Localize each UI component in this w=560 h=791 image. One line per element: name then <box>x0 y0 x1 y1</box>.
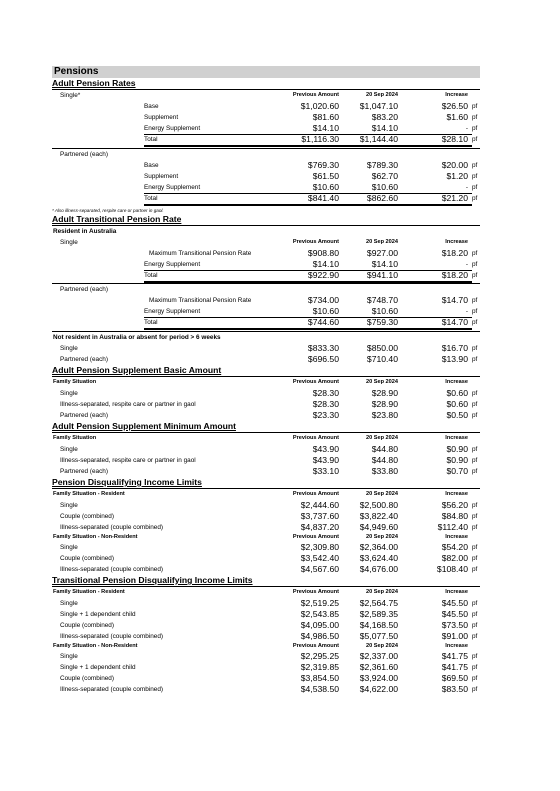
row-label: Couple (combined) <box>60 675 114 682</box>
row-label: Illness-separated, respite care or partner in gaol <box>60 457 196 464</box>
table-row <box>52 542 480 553</box>
new-amount: $14.10 <box>371 123 398 133</box>
increase-amount: $14.70 <box>441 295 468 305</box>
pf-marker: pf <box>472 114 478 121</box>
new-amount: $83.20 <box>371 112 398 122</box>
previous-amount: $908.80 <box>307 248 339 258</box>
previous-amount: $4,567.60 <box>300 564 339 574</box>
pf-marker: pf <box>472 390 478 397</box>
new-amount: $28.90 <box>371 399 398 409</box>
pf-marker: pf <box>472 272 478 279</box>
increase-amount: $112.40 <box>437 522 468 532</box>
previous-amount: $4,837.20 <box>300 522 339 532</box>
row-label: Energy Supplement <box>144 184 201 191</box>
table-row <box>52 609 480 620</box>
new-amount: $4,949.60 <box>359 522 398 532</box>
table-row <box>52 631 480 642</box>
table-row <box>52 112 480 123</box>
section-title-adult-pension-rates: Adult Pension Rates <box>52 78 480 90</box>
previous-amount: $744.60 <box>307 317 339 327</box>
group-label-row <box>52 148 480 160</box>
col-header-increase: Increase <box>445 92 468 98</box>
table-row <box>52 306 480 317</box>
pf-marker: pf <box>472 162 478 169</box>
increase-amount: $0.60 <box>446 388 468 398</box>
row-label: Couple (combined) <box>60 555 114 562</box>
pf-marker: pf <box>472 457 478 464</box>
subheading-family-situation: Family Situation <box>53 379 97 385</box>
row-label: Supplement <box>144 114 179 121</box>
row-label: Single <box>60 390 78 397</box>
col-header-new: 20 Sep 2024 <box>365 589 398 595</box>
pf-marker: pf <box>472 297 478 304</box>
increase-amount: $0.50 <box>446 410 468 420</box>
pf-marker: pf <box>472 611 478 618</box>
header-row <box>52 90 480 101</box>
subheading-resident: Resident in Australia <box>53 228 117 235</box>
previous-amount: $28.30 <box>312 388 339 398</box>
non-resident-transitional-limits-rows <box>52 651 480 695</box>
table-row <box>52 455 480 466</box>
row-label: Single + 1 dependent child <box>60 664 136 671</box>
increase-amount: $45.50 <box>441 598 468 608</box>
previous-amount: $2,295.25 <box>300 651 339 661</box>
previous-amount: $1,020.60 <box>300 101 339 111</box>
subheading-row <box>52 331 480 343</box>
new-amount: $759.30 <box>366 317 398 327</box>
col-header-previous: Previous Amount <box>292 491 339 497</box>
row-label: Single <box>60 653 78 660</box>
col-header-increase: Increase <box>445 534 468 540</box>
row-label: Base <box>144 103 159 110</box>
increase-amount: - <box>465 125 468 132</box>
previous-amount: $4,986.50 <box>300 631 339 641</box>
partnered-rates-group <box>52 160 480 204</box>
table-row <box>52 466 480 477</box>
col-header-new: 20 Sep 2024 <box>365 379 398 385</box>
header-row <box>52 533 480 542</box>
new-amount: $1,047.10 <box>359 101 398 111</box>
non-resident-limits-rows <box>52 542 480 575</box>
pf-marker: pf <box>472 412 478 419</box>
pf-marker: pf <box>472 446 478 453</box>
new-amount: $2,337.00 <box>359 651 398 661</box>
col-header-previous: Previous Amount <box>292 534 339 540</box>
subheading-row <box>52 226 480 237</box>
pf-marker: pf <box>472 675 478 682</box>
total-double-rule <box>144 145 472 147</box>
previous-amount: $3,737.60 <box>300 511 339 521</box>
pf-marker: pf <box>472 345 478 352</box>
col-header-new: 20 Sep 2024 <box>365 643 398 649</box>
row-label: Partnered (each) <box>60 468 108 475</box>
pf-marker: pf <box>472 502 478 509</box>
section-title-disqualifying-limits: Pension Disqualifying Income Limits <box>52 477 480 489</box>
table-row <box>52 444 480 455</box>
row-label: Total <box>144 272 158 279</box>
increase-amount: $14.70 <box>441 317 468 327</box>
increase-amount: $13.90 <box>441 354 468 364</box>
new-amount: $850.00 <box>366 343 398 353</box>
row-label: Couple (combined) <box>60 513 114 520</box>
previous-amount: $2,319.85 <box>300 662 339 672</box>
row-label: Energy Supplement <box>144 125 201 132</box>
row-label: Couple (combined) <box>60 622 114 629</box>
total-row <box>52 270 480 281</box>
row-label: Illness-separated, respite care or partner in gaol <box>60 401 196 408</box>
row-label: Total <box>144 136 158 143</box>
footnote: * Also illness-separated, respite care or partner in gaol. <box>52 208 164 213</box>
row-label: Partnered (each) <box>60 412 108 419</box>
pf-marker: pf <box>472 136 478 143</box>
total-row <box>52 317 480 328</box>
new-amount: $23.80 <box>371 410 398 420</box>
new-amount: $2,361.60 <box>359 662 398 672</box>
supplement-basic-rows <box>52 388 480 421</box>
increase-amount: $1.60 <box>446 112 468 122</box>
row-label: Single + 1 dependent child <box>60 611 136 618</box>
table-row <box>52 295 480 306</box>
col-header-previous: Previous Amount <box>292 92 339 98</box>
header-row <box>52 377 480 388</box>
pf-marker: pf <box>472 308 478 315</box>
increase-amount: $21.20 <box>441 193 468 203</box>
row-label: Illness-separated (couple combined) <box>60 686 164 693</box>
row-label: Energy Supplement <box>144 308 201 315</box>
header-row <box>52 587 480 598</box>
new-amount: $28.90 <box>371 388 398 398</box>
header-row <box>52 433 480 444</box>
pf-marker: pf <box>472 600 478 607</box>
pf-marker: pf <box>472 125 478 132</box>
new-amount: $3,924.00 <box>359 673 398 683</box>
group-label-partnered: Partnered (each) <box>60 151 108 158</box>
new-amount: $748.70 <box>366 295 398 305</box>
table-row <box>52 598 480 609</box>
increase-amount: $91.00 <box>441 631 468 641</box>
row-label: Maximum Transitional Pension Rate <box>149 297 252 304</box>
subheading-non-resident: Family Situation - Non-Resident <box>53 534 138 540</box>
table-row <box>52 620 480 631</box>
previous-amount: $2,519.25 <box>300 598 339 608</box>
previous-amount: $2,543.85 <box>300 609 339 619</box>
col-header-previous: Previous Amount <box>292 239 339 245</box>
group-label-single: Single* <box>60 92 81 99</box>
pf-marker: pf <box>472 555 478 562</box>
pf-marker: pf <box>472 544 478 551</box>
dash-new: - <box>395 280 398 287</box>
pensions-document <box>52 66 480 695</box>
table-row <box>52 123 480 134</box>
row-label: Supplement <box>144 173 179 180</box>
table-row <box>52 673 480 684</box>
section-title-supplement-minimum: Adult Pension Supplement Minimum Amount <box>52 421 480 433</box>
previous-amount: $28.30 <box>312 399 339 409</box>
col-header-new: 20 Sep 2024 <box>365 239 398 245</box>
table-row <box>52 662 480 673</box>
increase-amount: - <box>465 261 468 268</box>
col-header-previous: Previous Amount <box>292 435 339 441</box>
total-row <box>52 193 480 204</box>
new-amount: $789.30 <box>366 160 398 170</box>
previous-amount: $4,538.50 <box>300 684 339 694</box>
row-label: Illness-separated (couple combined) <box>60 633 164 640</box>
dash-previous: - <box>336 280 339 287</box>
pf-marker: pf <box>472 664 478 671</box>
row-label: Maximum Transitional Pension Rate <box>149 250 252 257</box>
previous-amount: $10.60 <box>312 182 339 192</box>
increase-amount: $73.50 <box>441 620 468 630</box>
pf-marker: pf <box>472 319 478 326</box>
section-title-transitional-limits: Transitional Pension Disqualifying Income Limits <box>52 575 480 587</box>
table-row <box>52 343 480 354</box>
new-amount: $941.10 <box>366 270 398 280</box>
col-header-increase: Increase <box>445 239 468 245</box>
previous-amount: $769.30 <box>307 160 339 170</box>
subheading-non-resident: Family Situation - Non-Resident <box>53 643 138 649</box>
new-amount: $3,624.40 <box>359 553 398 563</box>
increase-amount: - <box>465 184 468 191</box>
table-row <box>52 410 480 421</box>
new-amount: $14.10 <box>371 259 398 269</box>
previous-amount: $833.30 <box>307 343 339 353</box>
previous-amount: $841.40 <box>307 193 339 203</box>
new-amount: $33.80 <box>371 466 398 476</box>
pf-marker: pf <box>472 513 478 520</box>
group-label-row <box>52 280 480 295</box>
non-resident-group <box>52 343 480 365</box>
subheading-resident: Family Situation - Resident <box>53 491 125 497</box>
new-amount: $62.70 <box>371 171 398 181</box>
pf-marker: pf <box>472 184 478 191</box>
col-header-previous: Previous Amount <box>292 643 339 649</box>
subheading-family-situation: Family Situation <box>53 435 97 441</box>
table-row <box>52 354 480 365</box>
increase-amount: $18.20 <box>441 270 468 280</box>
table-row <box>52 500 480 511</box>
previous-amount: $1,116.30 <box>301 134 339 144</box>
section-title-supplement-basic: Adult Pension Supplement Basic Amount <box>52 365 480 377</box>
new-amount: $2,500.80 <box>359 500 398 510</box>
previous-amount: $43.90 <box>312 444 339 454</box>
increase-amount: $83.50 <box>441 684 468 694</box>
col-header-increase: Increase <box>445 435 468 441</box>
previous-amount: $734.00 <box>307 295 339 305</box>
new-amount: $4,676.00 <box>359 564 398 574</box>
resident-limits-rows <box>52 500 480 533</box>
increase-amount: $54.20 <box>441 542 468 552</box>
table-row <box>52 171 480 182</box>
row-label: Single <box>60 502 78 509</box>
previous-amount: $43.90 <box>312 455 339 465</box>
table-row <box>52 259 480 270</box>
single-rates-group <box>52 101 480 145</box>
increase-amount: $0.90 <box>446 455 468 465</box>
previous-amount: $61.50 <box>312 171 339 181</box>
increase-amount: $56.20 <box>441 500 468 510</box>
increase-amount: $26.50 <box>441 101 468 111</box>
new-amount: $44.80 <box>371 455 398 465</box>
row-label: Single <box>60 446 78 453</box>
table-row <box>52 399 480 410</box>
pf-marker: pf <box>472 103 478 110</box>
increase-amount: $0.60 <box>446 399 468 409</box>
single-transitional-group <box>52 248 480 281</box>
col-header-previous: Previous Amount <box>292 589 339 595</box>
table-row <box>52 651 480 662</box>
increase-amount: $20.00 <box>441 160 468 170</box>
col-header-increase: Increase <box>445 589 468 595</box>
col-header-increase: Increase <box>445 643 468 649</box>
col-header-new: 20 Sep 2024 <box>365 92 398 98</box>
dash-increase: - <box>465 280 468 287</box>
increase-amount: $41.75 <box>441 662 468 672</box>
supplement-minimum-rows <box>52 444 480 477</box>
previous-amount: $922.90 <box>307 270 339 280</box>
section-title-transitional-rate: Adult Transitional Pension Rate <box>52 214 480 226</box>
subheading-resident: Family Situation - Resident <box>53 589 125 595</box>
increase-amount: $108.40 <box>436 564 468 574</box>
new-amount: $44.80 <box>371 444 398 454</box>
new-amount: $710.40 <box>366 354 398 364</box>
previous-amount: $2,444.60 <box>300 500 339 510</box>
increase-amount: $18.20 <box>441 248 468 258</box>
table-row <box>52 248 480 259</box>
table-row <box>52 684 480 695</box>
header-row <box>52 489 480 500</box>
pf-marker: pf <box>472 261 478 268</box>
header-row <box>52 237 480 248</box>
col-header-previous: Previous Amount <box>292 379 339 385</box>
previous-amount: $10.60 <box>312 306 339 316</box>
col-header-new: 20 Sep 2024 <box>365 534 398 540</box>
previous-amount: $23.30 <box>312 410 339 420</box>
new-amount: $2,364.00 <box>359 542 398 552</box>
subheading-non-resident: Not resident in Australia or absent for period > 6 weeks <box>53 334 221 341</box>
col-header-increase: Increase <box>445 491 468 497</box>
increase-amount: $28.10 <box>441 134 468 144</box>
row-label: Single <box>60 345 78 352</box>
col-header-new: 20 Sep 2024 <box>365 435 398 441</box>
previous-amount: $2,309.80 <box>300 542 339 552</box>
table-row <box>52 564 480 575</box>
pf-marker: pf <box>472 173 478 180</box>
partnered-transitional-group <box>52 295 480 328</box>
resident-transitional-limits-rows <box>52 598 480 642</box>
new-amount: $4,168.50 <box>359 620 398 630</box>
increase-amount: $0.70 <box>446 466 468 476</box>
increase-amount: $82.00 <box>441 553 468 563</box>
increase-amount: $45.50 <box>441 609 468 619</box>
new-amount: $1,144.40 <box>359 134 398 144</box>
previous-amount: $3,542.40 <box>300 553 339 563</box>
table-row <box>52 511 480 522</box>
pf-marker: pf <box>472 686 478 693</box>
pf-marker: pf <box>472 195 478 202</box>
pf-marker: pf <box>472 468 478 475</box>
row-label: Single <box>60 544 78 551</box>
row-label: Illness-separated (couple combined) <box>60 566 164 573</box>
previous-amount: $696.50 <box>307 354 339 364</box>
previous-amount: $14.10 <box>312 259 339 269</box>
row-label: Single <box>60 600 78 607</box>
increase-amount: $84.80 <box>441 511 468 521</box>
new-amount: $927.00 <box>366 248 398 258</box>
pf-marker: pf <box>472 566 478 573</box>
new-amount: $4,622.00 <box>359 684 398 694</box>
pf-marker: pf <box>472 622 478 629</box>
increase-amount: $1.20 <box>446 171 468 181</box>
increase-amount: $69.50 <box>441 673 468 683</box>
group-label-partnered: Partnered (each) <box>60 286 108 293</box>
increase-amount: $0.90 <box>446 444 468 454</box>
col-header-new: 20 Sep 2024 <box>365 491 398 497</box>
row-label: Total <box>144 319 158 326</box>
previous-amount: $81.60 <box>312 112 339 122</box>
table-row <box>52 182 480 193</box>
row-label: Illness-separated (couple combined) <box>60 524 164 531</box>
new-amount: $2,589.35 <box>359 609 398 619</box>
pf-marker: pf <box>472 633 478 640</box>
increase-amount: $41.75 <box>441 651 468 661</box>
total-row <box>52 134 480 145</box>
table-row <box>52 101 480 112</box>
previous-amount: $14.10 <box>312 123 339 133</box>
total-double-rule <box>144 328 472 330</box>
new-amount: $5,077.50 <box>359 631 398 641</box>
col-header-increase: Increase <box>445 379 468 385</box>
pf-marker: pf <box>472 653 478 660</box>
row-label: Total <box>144 195 158 202</box>
table-row <box>52 553 480 564</box>
table-row <box>52 388 480 399</box>
previous-amount: $3,854.50 <box>300 673 339 683</box>
total-double-rule <box>144 204 472 206</box>
previous-amount: $33.10 <box>312 466 339 476</box>
new-amount: $10.60 <box>371 306 398 316</box>
page-title: Pensions <box>52 66 480 78</box>
row-label: Energy Supplement <box>144 261 201 268</box>
new-amount: $862.60 <box>366 193 398 203</box>
group-label-single: Single <box>60 239 78 246</box>
new-amount: $3,822.40 <box>359 511 398 521</box>
new-amount: $10.60 <box>371 182 398 192</box>
row-label: Base <box>144 162 159 169</box>
previous-amount: $4,095.00 <box>300 620 339 630</box>
pf-marker: pf <box>472 356 478 363</box>
pf-marker: pf <box>472 524 478 531</box>
table-row <box>52 522 480 533</box>
table-row <box>52 160 480 171</box>
increase-amount: - <box>465 308 468 315</box>
pf-marker: pf <box>472 401 478 408</box>
new-amount: $2,564.75 <box>359 598 398 608</box>
row-label: Partnered (each) <box>60 356 108 363</box>
header-row <box>52 642 480 651</box>
pf-marker: pf <box>472 250 478 257</box>
increase-amount: $16.70 <box>441 343 468 353</box>
